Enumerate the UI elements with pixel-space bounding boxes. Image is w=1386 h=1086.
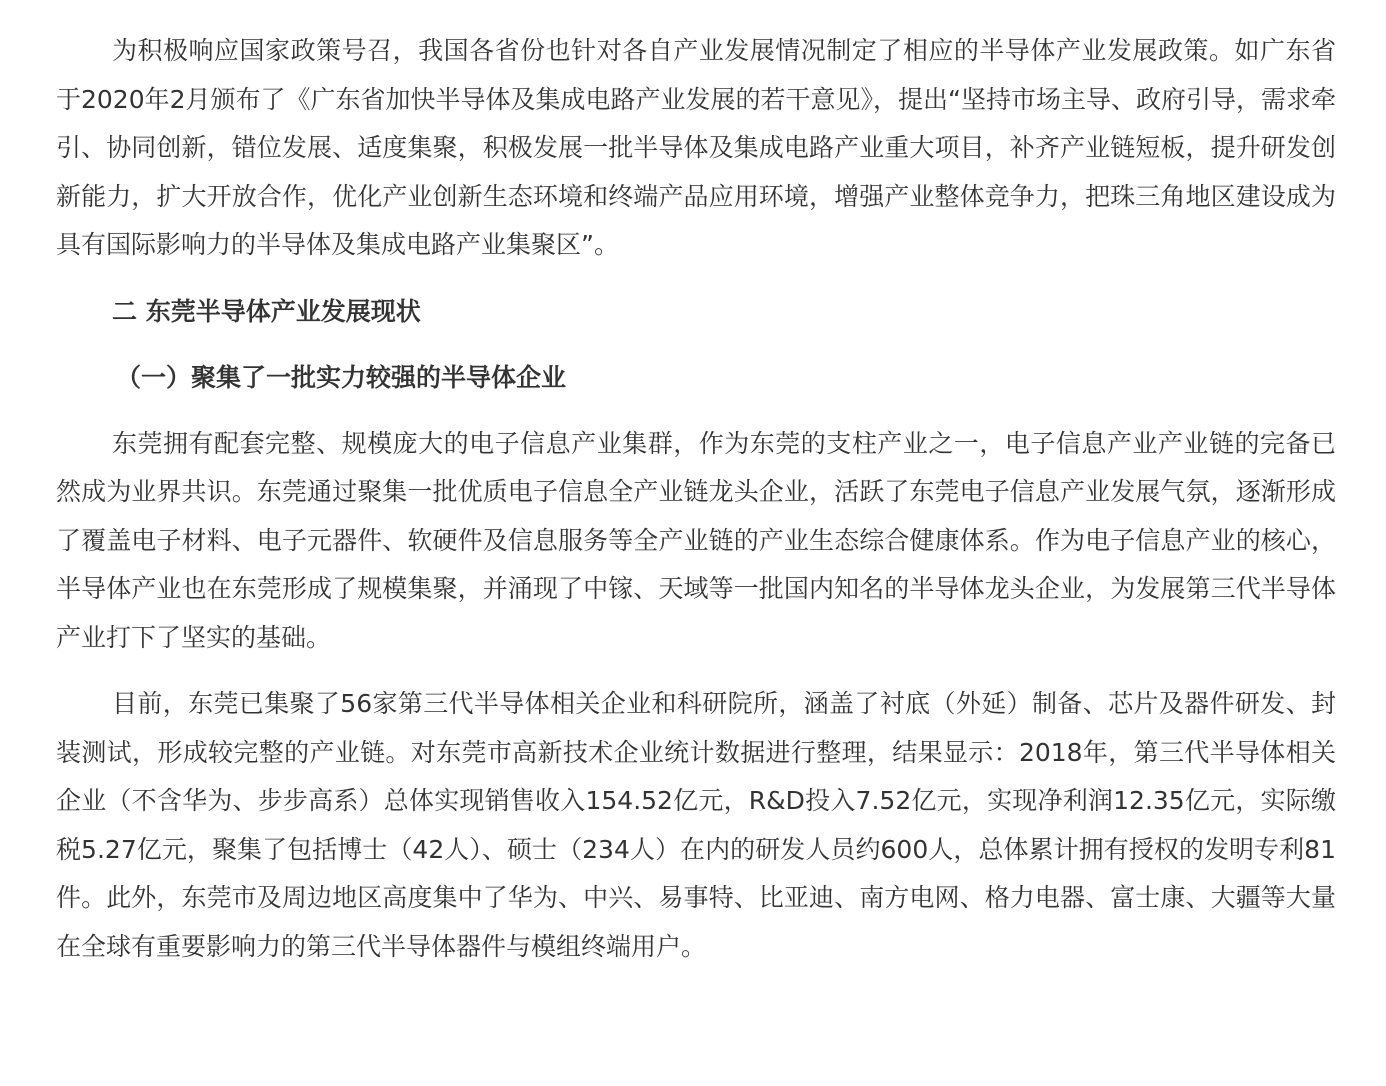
body-paragraph-statistics: 目前，东莞已集聚了56家第三代半导体相关企业和科研院所，涵盖了衬底（外延）制备、芯片及器件研发、封装测试，形成较完整的产业链。对东莞市高新技术企业统计数据进行整理，结果显示：2018年，第三代半导体相关企业（不含华为、步步高系）总体实现销售收入154.52亿元，R&D投入7.52亿元，实现净利润12.35亿元，实际缴税5.27亿元，聚集了包括博士（42人）、硕士（234人）在内的研发人员约600人，总体累计拥有授权的发明专利81件。此外，东莞市及周边地区高度集中了华为、中兴、易事特、比亚迪、南方电网、格力电器、富士康、大疆等大量在全球有重要影响力的第三代半导体器件与模组终端用户。 [56, 689, 1336, 961]
section-heading: 二 东莞半导体产业发展现状 [112, 296, 421, 326]
body-paragraph-policy: 为积极响应国家政策号召，我国各省份也针对各自产业发展情况制定了相应的半导体产业发展政策。如广东省于2020年2月颁布了《广东省加快半导体及集成电路产业发展的若干意见》，提出“坚持市场主导、政府引导，需求牵引、协同创新，错位发展、适度集聚，积极发展一批半导体及集成电路产业重大项目，补齐产业链短板，提升研发创新能力，扩大开放合作，优化产业创新生态环境和终端产品应用环境，增强产业整体竞争力，把珠三角地区建设成为具有国际影响力的半导体及集成电路产业集聚区”。 [56, 36, 1336, 259]
body-paragraph-industry-cluster: 东莞拥有配套完整、规模庞大的电子信息产业集群，作为东莞的支柱产业之一，电子信息产业产业链的完备已然成为业界共识。东莞通过聚集一批优质电子信息全产业链龙头企业，活跃了东莞电子信息产业发展气氛，逐渐形成了覆盖电子材料、电子元器件、软硬件及信息服务等全产业链的产业生态综合健康体系。作为电子信息产业的核心，半导体产业也在东莞形成了规模集聚，并涌现了中镓、天域等一批国内知名的半导体龙头企业，为发展第三代半导体产业打下了坚实的基础。 [56, 428, 1336, 652]
subsection-heading: （一）聚集了一批实力较强的半导体企业 [116, 363, 567, 392]
